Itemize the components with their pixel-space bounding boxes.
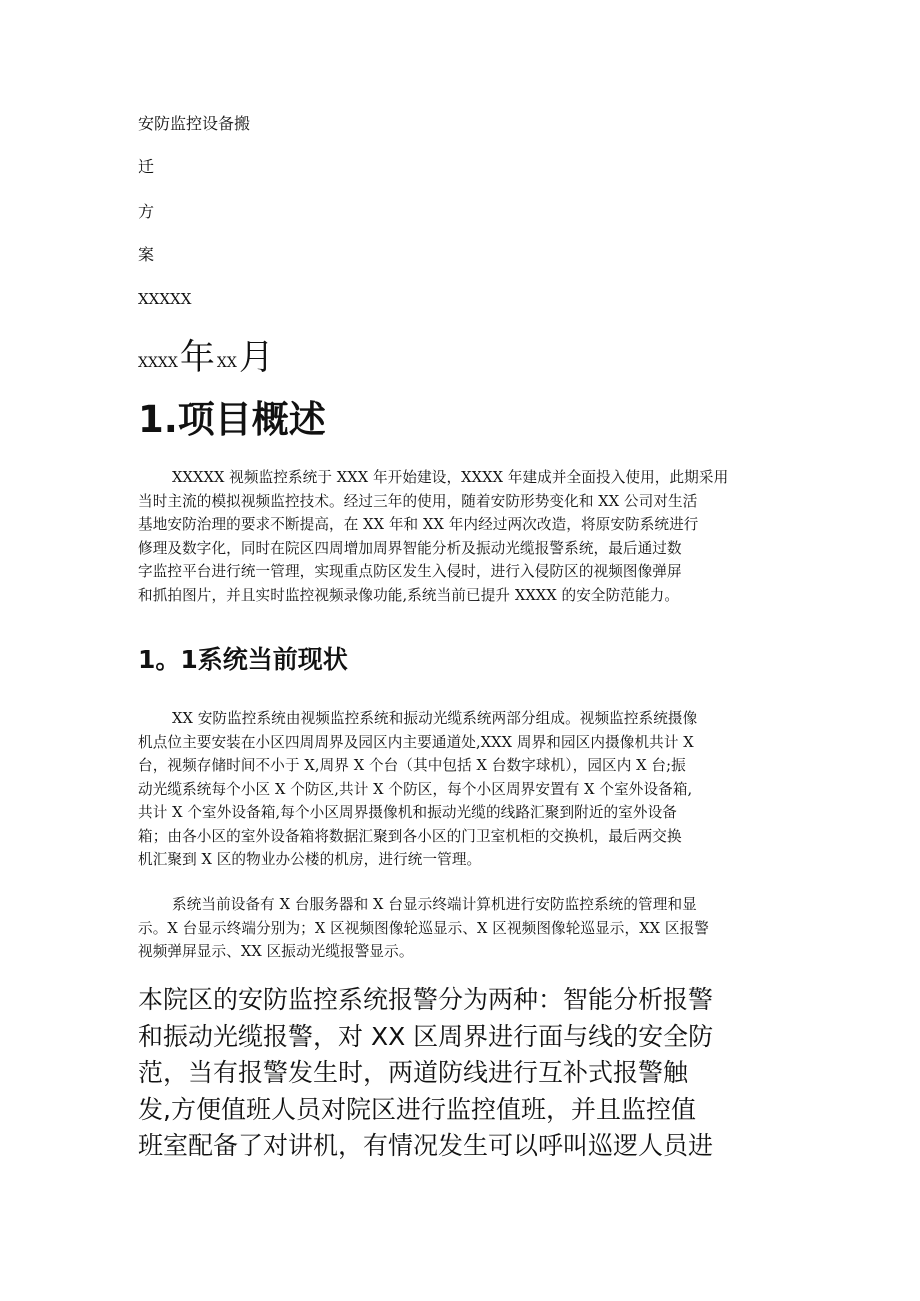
paragraph-line: 箱；由各小区的室外设备箱将数据汇聚到各小区的门卫室机柜的交换机，最后两交换 (138, 827, 682, 845)
paragraph-line: XXXXX 视频监控系统于 XXX 年开始建设，XXXX 年建成并全面投入使用，此期采用 (172, 469, 729, 486)
date-month-placeholder: XX (216, 355, 237, 371)
paragraph-line: 示。X 台显示终端分别为；X 区视频图像轮巡显示、X 区视频图像轮巡显示，XX 区报警 (138, 919, 709, 937)
paragraph-line: 本院区的安防监控系统报警分为两种：智能分析报警 (138, 985, 714, 1014)
date-month-char: 月 (238, 338, 274, 378)
paragraph-line: 台，视频存储时间不小于 X,周界 X 个台（其中包括 X 台数字球机），园区内 X 台;振 (138, 757, 686, 774)
paragraph-line: 共计 X 个室外设备箱,每个小区周界摄像机和振动光缆的线路汇聚到附近的室外设备 (138, 804, 677, 821)
paragraph-line: 机点位主要安装在小区四周周界及园区内主要通道处,XXX 周界和园区内摄像机共计 X (138, 733, 694, 751)
paragraph-line: XX 安防监控系统由视频监控系统和振动光缆系统两部分组成。视频监控系统摄像 (172, 710, 698, 727)
date-year-placeholder: XXXX (138, 355, 178, 371)
paragraph-line: 修理及数字化，同时在院区四周增加周界智能分析及振动光缆报警系统，最后通过数 (138, 539, 682, 557)
paragraph-line: 动光缆系统每个小区 X 个防区,共计 X 个防区，每个小区周界安置有 X 个室外设备箱, (138, 780, 693, 798)
cover-date (138, 332, 274, 380)
cover-company-name: XXXXX (138, 290, 192, 308)
paragraph-line: 班室配备了对讲机，有情况发生可以呼叫巡逻人员进 (138, 1131, 714, 1160)
paragraph-line: 视频弹屏显示、XX 区振动光缆报警显示。 (138, 943, 414, 960)
alarm-system-paragraph (138, 982, 788, 1165)
paragraph-line: 和抓拍图片，并且实时监控视频录像功能,系统当前已提升 XXXX 的安全防范能力。 (138, 586, 680, 604)
paragraph-line: 基地安防治理的要求不断提高，在 XX 年和 XX 年内经过两次改造，将原安防系统进行 (138, 516, 699, 533)
date-year-char: 年 (179, 338, 215, 378)
project-overview-paragraph (138, 466, 784, 607)
cover-title-line-4: 案 (138, 245, 155, 264)
paragraph-line: 和振动光缆报警，对 XX 区周界进行面与线的安全防 (138, 1021, 714, 1051)
cover-title-line-2: 迁 (138, 157, 155, 176)
cover-title-line-1: 安防监控设备搬 (138, 114, 251, 133)
section-heading-current-status: 1。1系统当前现状 (138, 645, 348, 674)
current-status-paragraph-1 (138, 707, 784, 872)
current-status-paragraph-2 (138, 893, 784, 964)
paragraph-line: 机汇聚到 X 区的物业办公楼的机房，进行统一管理。 (138, 851, 482, 868)
paragraph-line: 发,方便值班人员对院区进行监控值班，并且监控值 (138, 1094, 696, 1124)
paragraph-line: 字监控平台进行统一管理，实现重点防区发生入侵时，进行入侵防区的视频图像弹屏 (138, 563, 682, 580)
paragraph-line: 当时主流的模拟视频监控技术。经过三年的使用，随着安防形势变化和 XX 公司对生活 (138, 492, 698, 510)
paragraph-line: 系统当前设备有 X 台服务器和 X 台显示终端计算机进行安防监控系统的管理和显 (172, 896, 697, 913)
cover-title-line-3: 方 (138, 202, 155, 221)
section-heading-project-overview: 1.项目概述 (138, 398, 326, 441)
paragraph-line: 范，当有报警发生时，两道防线进行互补式报警触 (138, 1058, 689, 1087)
